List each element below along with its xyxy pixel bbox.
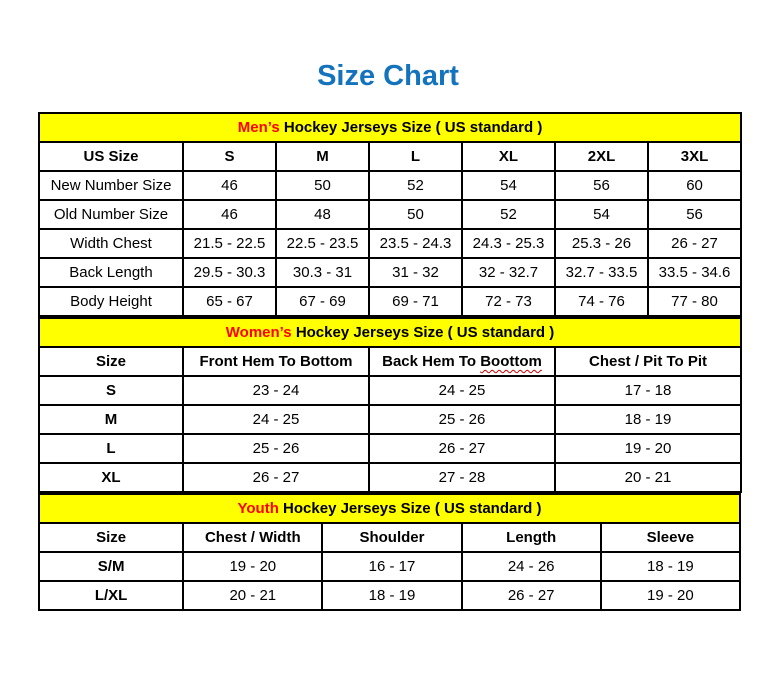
table-row bbox=[39, 463, 741, 492]
column-header: 2XL bbox=[555, 142, 648, 171]
youth-caption-rest: Hockey Jerseys Size ( US standard ) bbox=[283, 500, 542, 517]
table-cell: 20 - 21 bbox=[555, 463, 741, 492]
row-label: L bbox=[39, 434, 183, 463]
row-label: New Number Size bbox=[39, 171, 183, 200]
table-cell: 69 - 71 bbox=[369, 287, 462, 316]
table-cell: 54 bbox=[462, 171, 555, 200]
mens-caption-accent: Men’s bbox=[237, 119, 280, 136]
back-hem-misspelled-word: Boottom bbox=[480, 353, 542, 370]
column-header: Length bbox=[462, 523, 601, 552]
table-cell: 20 - 21 bbox=[183, 581, 322, 610]
womens-caption-accent: Women’s bbox=[225, 324, 292, 341]
mens-header-row bbox=[39, 142, 741, 171]
table-cell: 29.5 - 30.3 bbox=[183, 258, 276, 287]
table-cell: 26 - 27 bbox=[462, 581, 601, 610]
table-cell: 24 - 26 bbox=[462, 552, 601, 581]
womens-header-row bbox=[39, 347, 741, 376]
youth-caption-row bbox=[39, 494, 740, 523]
table-cell: 25 - 26 bbox=[369, 405, 555, 434]
table-cell: 19 - 20 bbox=[601, 581, 740, 610]
youth-caption bbox=[39, 494, 740, 523]
row-label: Width Chest bbox=[39, 229, 183, 258]
table-cell: 18 - 19 bbox=[601, 552, 740, 581]
table-cell: 26 - 27 bbox=[648, 229, 741, 258]
column-header: Chest / Width bbox=[183, 523, 322, 552]
womens-size-table bbox=[38, 317, 742, 493]
column-header: Size bbox=[39, 523, 183, 552]
table-cell: 46 bbox=[183, 200, 276, 229]
youth-header-row bbox=[39, 523, 740, 552]
table-cell: 25 - 26 bbox=[183, 434, 369, 463]
column-header: L bbox=[369, 142, 462, 171]
table-row bbox=[39, 200, 741, 229]
mens-caption bbox=[39, 113, 741, 142]
youth-caption-accent: Youth bbox=[237, 500, 279, 517]
table-cell: 72 - 73 bbox=[462, 287, 555, 316]
column-header: Chest / Pit To Pit bbox=[555, 347, 741, 376]
table-cell: 24.3 - 25.3 bbox=[462, 229, 555, 258]
table-cell: 54 bbox=[555, 200, 648, 229]
column-header: M bbox=[276, 142, 369, 171]
page-title: Size Chart bbox=[317, 60, 459, 92]
table-cell: 19 - 20 bbox=[555, 434, 741, 463]
table-row bbox=[39, 287, 741, 316]
table-cell: 17 - 18 bbox=[555, 376, 741, 405]
table-row bbox=[39, 258, 741, 287]
table-cell: 67 - 69 bbox=[276, 287, 369, 316]
table-cell: 50 bbox=[369, 200, 462, 229]
column-header: Size bbox=[39, 347, 183, 376]
table-cell: 74 - 76 bbox=[555, 287, 648, 316]
table-cell: 33.5 - 34.6 bbox=[648, 258, 741, 287]
womens-caption-row bbox=[39, 318, 741, 347]
table-row bbox=[39, 229, 741, 258]
table-cell: 52 bbox=[369, 171, 462, 200]
mens-caption-rest: Hockey Jerseys Size ( US standard ) bbox=[283, 119, 543, 136]
table-row bbox=[39, 376, 741, 405]
column-header-back-hem bbox=[369, 347, 555, 376]
column-header: 3XL bbox=[648, 142, 741, 171]
table-cell: 56 bbox=[648, 200, 741, 229]
column-header: S bbox=[183, 142, 276, 171]
table-cell: 23 - 24 bbox=[183, 376, 369, 405]
table-cell: 31 - 32 bbox=[369, 258, 462, 287]
table-cell: 24 - 25 bbox=[183, 405, 369, 434]
table-cell: 60 bbox=[648, 171, 741, 200]
row-label: M bbox=[39, 405, 183, 434]
column-header: XL bbox=[462, 142, 555, 171]
table-row bbox=[39, 434, 741, 463]
column-header: US Size bbox=[39, 142, 183, 171]
size-chart bbox=[38, 112, 741, 611]
mens-size-table bbox=[38, 112, 742, 317]
table-cell: 22.5 - 23.5 bbox=[276, 229, 369, 258]
table-cell: 19 - 20 bbox=[183, 552, 322, 581]
table-row bbox=[39, 581, 740, 610]
back-hem-prefix: Back Hem To bbox=[382, 353, 477, 370]
row-label: Old Number Size bbox=[39, 200, 183, 229]
column-header: Sleeve bbox=[601, 523, 740, 552]
table-cell: 48 bbox=[276, 200, 369, 229]
table-cell: 16 - 17 bbox=[322, 552, 461, 581]
table-cell: 24 - 25 bbox=[369, 376, 555, 405]
youth-size-table bbox=[38, 493, 741, 611]
table-cell: 18 - 19 bbox=[322, 581, 461, 610]
row-label: XL bbox=[39, 463, 183, 492]
table-cell: 56 bbox=[555, 171, 648, 200]
table-row bbox=[39, 405, 741, 434]
row-label: Body Height bbox=[39, 287, 183, 316]
row-label: S bbox=[39, 376, 183, 405]
table-cell: 27 - 28 bbox=[369, 463, 555, 492]
table-cell: 32.7 - 33.5 bbox=[555, 258, 648, 287]
table-cell: 50 bbox=[276, 171, 369, 200]
table-cell: 52 bbox=[462, 200, 555, 229]
table-cell: 26 - 27 bbox=[369, 434, 555, 463]
table-row bbox=[39, 171, 741, 200]
table-cell: 23.5 - 24.3 bbox=[369, 229, 462, 258]
table-cell: 25.3 - 26 bbox=[555, 229, 648, 258]
womens-caption-rest: Hockey Jerseys Size ( US standard ) bbox=[295, 324, 555, 341]
table-cell: 32 - 32.7 bbox=[462, 258, 555, 287]
table-cell: 65 - 67 bbox=[183, 287, 276, 316]
column-header: Shoulder bbox=[322, 523, 461, 552]
row-label: L/XL bbox=[39, 581, 183, 610]
row-label: Back Length bbox=[39, 258, 183, 287]
womens-caption bbox=[39, 318, 741, 347]
table-cell: 18 - 19 bbox=[555, 405, 741, 434]
table-cell: 77 - 80 bbox=[648, 287, 741, 316]
row-label: S/M bbox=[39, 552, 183, 581]
table-cell: 30.3 - 31 bbox=[276, 258, 369, 287]
table-cell: 26 - 27 bbox=[183, 463, 369, 492]
mens-caption-row bbox=[39, 113, 741, 142]
column-header: Front Hem To Bottom bbox=[183, 347, 369, 376]
table-row bbox=[39, 552, 740, 581]
table-cell: 21.5 - 22.5 bbox=[183, 229, 276, 258]
table-cell: 46 bbox=[183, 171, 276, 200]
